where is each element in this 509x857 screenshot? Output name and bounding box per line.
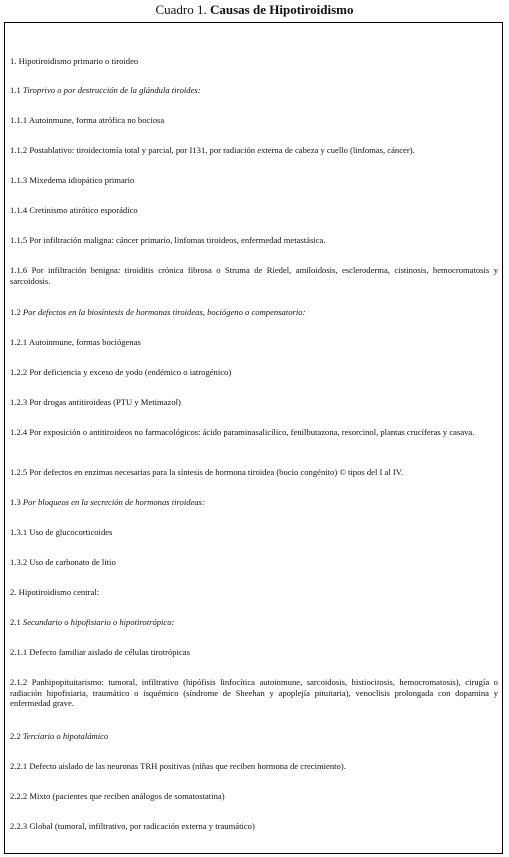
list-item-1-1-2: 1.1.2 Postablativo: tiroidectomía total y parcial, por I131, por radiación externa de cabeza y cuello (linfomas, cáncer). [10,145,415,155]
caption-title: Causas de Hipotiroidismo [210,2,354,17]
list-item-1-1-5: 1.1.5 Por infiltración maligna: cáncer primario, linfomas tiroideos, enfermedad metastásica. [10,235,326,245]
list-item-2-1-2: 2.1.2 Panhipopituitarismo: tumoral, infiltrativo (hipófisis linfocítica autoinmune, sarcoidosis, histiocitosis, hemocromatosis), cirugía o radiación hipofisiaria, traumático o isquémico (síndrome de Sheehan y apoplejía pituitaria), venoclisis prolongada con dopamina y enfermedad grave. [10,677,498,708]
list-item-1-3-2: 1.3.2 Uso de carbonato de litio [10,557,116,567]
list-item-1-2-4: 1.2.4 Por exposición o antitiroideos no farmacológicos: ácido paraminasalicílico, fenilbutazona, resorcinol, plantas crucíferas y casava. [10,427,475,437]
list-item-1-1-6: 1.1.6 Por infiltración benigna: tiroiditis crónica fibrosa o Struma de Riedel, amiloidosis, escleroderma, cistinosis, hemocromatosis y sarcoidosis. [10,265,498,286]
list-item-2-2: 2.2 Terciario o hipotalámico [10,731,109,741]
list-item-1-2-1: 1.2.1 Autoinmune, formas bociógenas [10,337,141,347]
list-item-1-2-5: 1.2.5 Por defectos en enzimas necesarias para la síntesis de hormona tiroidea (bocio congénito) © tipos del I al IV. [10,467,403,477]
list-item-1-2: 1.2 Por defectos en la biosíntesis de hormonas tiroideas, bociógeno o compensatorio: [10,307,306,317]
list-item-2-1-1: 2.1.1 Defecto familiar aislado de células tirotrópicas [10,647,190,657]
list-item-1-3: 1.3 Por bloqueos en la secreción de hormonas tiroideas: [10,497,205,507]
table-caption [0,2,509,18]
list-item-1-1-3: 1.1.3 Mixedema idiopático primario [10,175,135,185]
caption-prefix: Cuadro 1. [155,2,207,17]
list-item-1-1: 1.1 Tiroprivo o por destrucción de la glándula tiroides: [10,85,201,95]
list-item-1: 1. Hipotiroidismo primario o tiroideo [10,56,139,66]
list-item-2-2-3: 2.2.3 Global (tumoral, infiltrativo, por radicación externa y traumático) [10,821,255,831]
list-item-2-1: 2.1 Secundario o hipofisiario o hipotirotrópico: [10,617,175,627]
list-item-2: 2. Hipotiroidismo central: [10,587,100,597]
list-item-2-2-2: 2.2.2 Mixto (pacientes que reciben análogos de somatostatina) [10,791,225,801]
list-item-2-2-1: 2.2.1 Defecto aislado de las neuronas TRH positivas (niñas que reciben hormona de crecimiento). [10,761,346,771]
causes-table [4,22,503,854]
list-item-1-3-1: 1.3.1 Uso de glucocorticoides [10,527,113,537]
list-item-1-1-1: 1.1.1 Autoinmune, forma atrófica no bociosa [10,115,165,125]
list-item-1-2-3: 1.2.3 Por drogas antitiroideas (PTU y Metimazol) [10,397,181,407]
list-item-1-2-2: 1.2.2 Por deficiencia y exceso de yodo (endémico o iatrogénico) [10,367,232,377]
list-item-1-1-4: 1.1.4 Cretinismo atirótico esporádico [10,205,138,215]
